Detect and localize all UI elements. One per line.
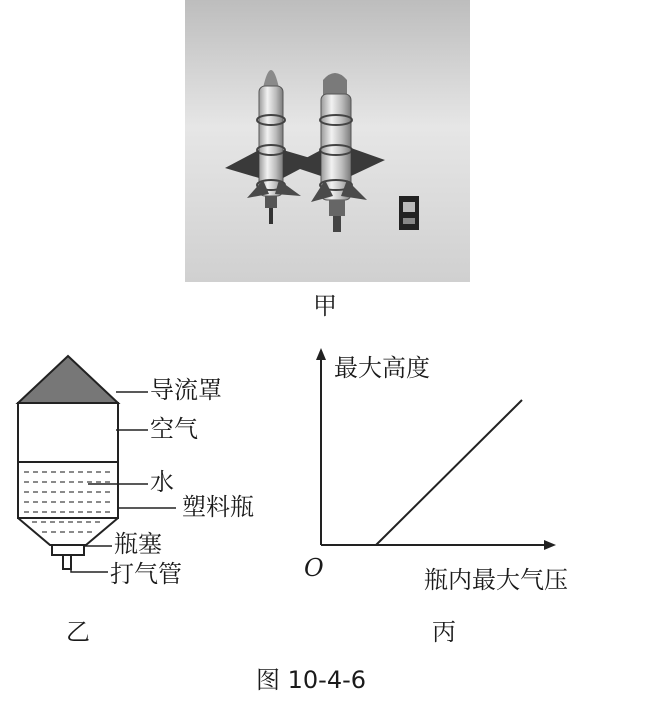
label-pump-tube: 打气管 (110, 560, 182, 588)
rocket-photo (185, 0, 470, 282)
stopper-object (399, 196, 419, 230)
leader-pump (71, 568, 108, 572)
graph-ylabel: 最大高度 (334, 354, 430, 382)
fairing-cone (18, 356, 118, 403)
label-stopper: 瓶塞 (114, 530, 162, 558)
x-axis-arrow (544, 540, 556, 550)
caption-bing: 丙 (432, 618, 456, 646)
label-air: 空气 (150, 415, 198, 443)
graph-line (376, 400, 522, 545)
y-axis-arrow (316, 348, 326, 360)
bottle-body (18, 403, 118, 518)
graph-xlabel: 瓶内最大气压 (424, 566, 568, 594)
figure-caption: 图 10-4-6 (256, 666, 367, 694)
rocket-photo-drawing (185, 0, 470, 282)
label-fairing: 导流罩 (150, 376, 222, 404)
bottle-stopper (52, 545, 84, 555)
bottle-neck (18, 518, 118, 545)
label-water: 水 (150, 468, 174, 496)
label-bottle: 塑料瓶 (182, 493, 254, 521)
graph-origin: O (304, 554, 324, 582)
water-dashes (24, 472, 112, 532)
pump-tube (63, 555, 71, 569)
caption-yi: 乙 (66, 618, 90, 646)
caption-jia: 甲 (313, 292, 337, 320)
